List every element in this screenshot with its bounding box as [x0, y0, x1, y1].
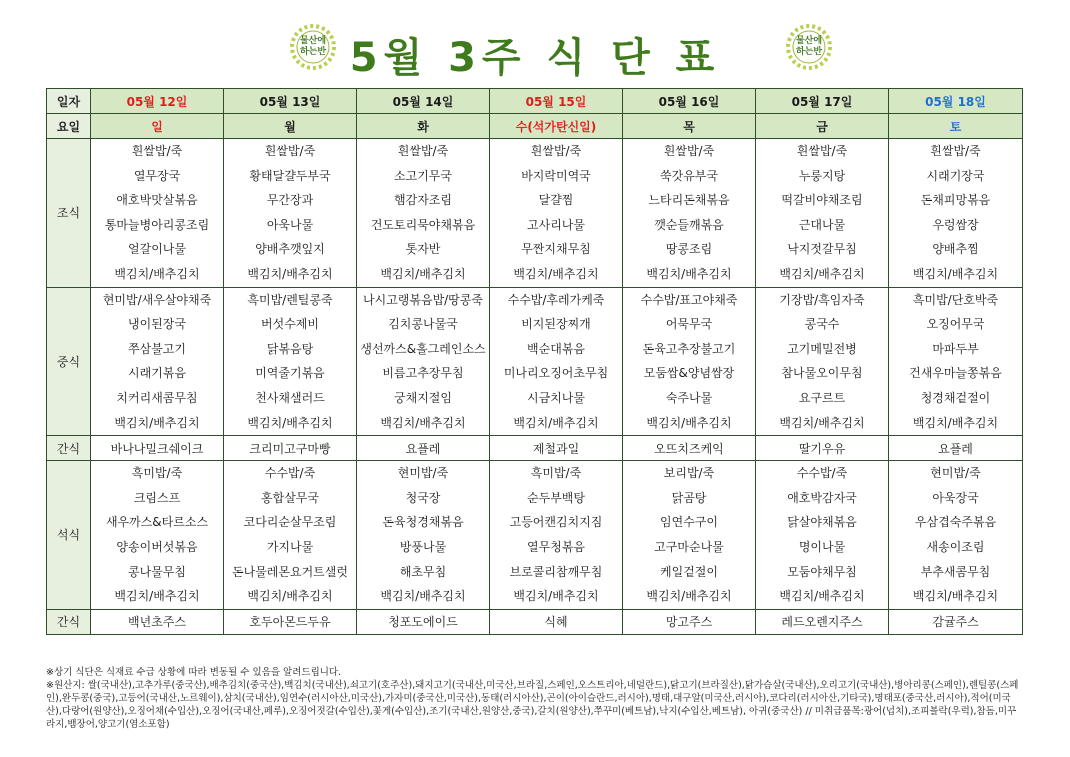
lunch-label: 중식 [47, 287, 91, 436]
menu-item: 떡갈비야채조림 [781, 193, 863, 208]
menu-item: 달걀찜 [538, 193, 574, 208]
menu-item: 바지락미역국 [521, 168, 591, 183]
breakfast-cell [224, 139, 357, 288]
snack2-cell: 호두아몬드두유 [224, 609, 357, 634]
date-row-cell: 05월 14일 [357, 89, 490, 114]
menu-item: 치커리새콤무침 [116, 390, 198, 405]
menu-item: 흑미밥/죽 [131, 466, 183, 481]
menu-item: 순두부백탕 [527, 490, 585, 505]
day-row-cell: 토 [889, 114, 1023, 139]
page-title: 5월 3주 식 단 표 [349, 35, 721, 81]
menu-item: 돈육청경채볶음 [382, 515, 464, 530]
menu-item: 시금치나물 [527, 390, 585, 405]
menu-item: 시래기볶음 [128, 366, 186, 381]
menu-item: 오징어무국 [926, 317, 985, 332]
menu-item: 낙지젓갈무침 [787, 242, 857, 257]
menu-table [46, 88, 1023, 635]
menu-item: 백김치/배추김치 [247, 266, 333, 281]
snack2-cell: 식혜 [490, 609, 623, 634]
menu-item: 방풍나물 [399, 539, 447, 554]
menu-item: 백김치/배추김치 [513, 415, 599, 430]
menu-item: 톳자반 [405, 242, 441, 257]
menu-item: 흰쌀밥/죽 [663, 144, 715, 158]
menu-item: 미역줄기볶음 [255, 366, 325, 381]
menu-item: 백김치/배추김치 [646, 589, 732, 604]
menu-item: 모둠쌈&양념쌈장 [643, 366, 735, 381]
menu-item: 부추새콤무침 [920, 564, 991, 579]
menu-item: 양배추깻잎지 [255, 242, 325, 257]
menu-item: 백김치/배추김치 [646, 266, 732, 281]
dinner-cell [756, 461, 889, 610]
day-row-cell: 일 [91, 114, 224, 139]
lunch-cell [91, 287, 224, 436]
menu-item: 애호박감자국 [787, 490, 857, 505]
note-line: ※원산지: 쌀(국내산),고추가루(중국산),배추김치(중국산),백김치(국내산),쇠고기(호주산),돼지고기(국내산,미국산,브라질,스페인,오스트리아,네덜란드),닭고기(브라질산),닭가슴살(국내산),오리고기(국내산),병아리콩(스페인),렌틸콩(스페인),완두콩(중국),고등어(국내산,노르웨이),삼치(국내산),임연수(러시아산,미국산),가자미(중국산,미국산),동태(러시아산),곤이(아이슬란드,러시아),명태,대구알(미국산,러시아),코다리(러시아산,기타국),명태포(중국산,러시아),적어(미국산),다랑어(원양산),오징어채(수입산),오징어(국내산,페루),오징어젓갈(수입산),꽃게(수입산),조기(국내산,원양산,중국),갈치(원양산),쭈꾸미(베트남),낙지(수입산,베트남), 아귀(중국산) // 미취급품목:광어(넙치),조피볼락(우럭),참돔,미꾸라지,뱀장어,양고기(염소포함) [46, 680, 1019, 730]
menu-item: 백김치/배추김치 [380, 589, 466, 604]
menu-item: 건도토리묵야채볶음 [370, 217, 476, 232]
menu-item: 햄감자조림 [394, 193, 452, 208]
snack2-cell: 감귤주스 [889, 609, 1023, 634]
snack1-label: 간식 [47, 436, 91, 461]
menu-item: 새송이조림 [926, 539, 985, 554]
menu-item: 백김치/배추김치 [912, 415, 999, 430]
dinner-cell [91, 461, 224, 610]
lunch-cell [224, 287, 357, 436]
breakfast-cell [889, 139, 1023, 288]
menu-item: 고등어캔김치지짐 [509, 515, 603, 530]
date-row-cell: 05월 18일 [889, 89, 1023, 114]
menu-item: 흑미밥/죽 [530, 466, 582, 481]
menu-item: 닭볶음탕 [266, 341, 314, 356]
menu-item: 미나리오징어초무침 [503, 366, 609, 381]
menu-item: 백김치/배추김치 [114, 415, 200, 430]
menu-item: 요구르트 [798, 390, 846, 405]
snack2-cell: 망고주스 [623, 609, 756, 634]
dinner-cell [357, 461, 490, 610]
menu-item: 숙주나물 [665, 390, 713, 405]
menu-item: 현미밥/죽 [397, 466, 449, 481]
menu-item: 수수밥/후레가케죽 [507, 292, 605, 307]
menu-item: 참나물오이무침 [781, 366, 863, 381]
menu-item: 돈육고추장불고기 [642, 341, 736, 356]
menu-item: 아욱나물 [266, 217, 314, 232]
menu-item: 흰쌀밥/죽 [264, 144, 316, 158]
menu-item: 백김치/배추김치 [779, 415, 865, 430]
snack2-cell: 청포도에이드 [357, 609, 490, 634]
snack1-cell: 오뜨치즈케익 [623, 436, 756, 461]
menu-item: 고기메밀전병 [787, 341, 857, 356]
menu-item: 백김치/배추김치 [247, 589, 333, 604]
menu-item: 홍합살무국 [261, 490, 319, 505]
snack2-row [47, 609, 1023, 634]
menu-item: 흑미밥/렌틸콩죽 [247, 292, 333, 307]
dinner-cell [623, 461, 756, 610]
menu-item: 아욱장국 [932, 490, 979, 505]
menu-item: 건새우마늘쫑볶음 [909, 366, 1002, 381]
menu-item: 백김치/배추김치 [779, 589, 865, 604]
day-row-cell: 월 [224, 114, 357, 139]
lunch-cell [889, 287, 1023, 436]
snack2-cell: 백년초주스 [91, 609, 224, 634]
date-row-label: 일자 [47, 89, 91, 114]
menu-item: 흰쌀밥/죽 [796, 144, 848, 158]
menu-item: 누룽지탕 [798, 168, 846, 183]
breakfast-row [47, 139, 1023, 288]
menu-item: 흰쌀밥/죽 [530, 144, 582, 158]
menu-item: 비지된장찌개 [521, 317, 591, 332]
lunch-cell [490, 287, 623, 436]
menu-item: 애호박맛살볶음 [116, 193, 198, 208]
menu-item: 크림스프 [133, 490, 181, 505]
day-row-cell: 목 [623, 114, 756, 139]
menu-item: 청경채겉절이 [920, 390, 991, 405]
breakfast-cell [357, 139, 490, 288]
dinner-cell [224, 461, 357, 610]
lunch-cell [623, 287, 756, 436]
menu-item: 궁채지절임 [394, 390, 452, 405]
dinner-label: 석식 [47, 461, 91, 610]
day-row [47, 114, 1023, 139]
dinner-cell [889, 461, 1023, 610]
menu-item: 백김치/배추김치 [779, 266, 865, 281]
menu-item: 콩국수 [804, 317, 840, 332]
menu-item: 깻순들깨볶음 [654, 217, 724, 232]
menu-item: 가지나물 [266, 539, 314, 554]
snack1-cell: 요플레 [357, 436, 490, 461]
menu-item: 명이나물 [798, 539, 846, 554]
menu-item: 흰쌀밥/죽 [930, 144, 981, 158]
snack1-row [47, 436, 1023, 461]
menu-item: 백순대볶음 [527, 341, 585, 356]
snack1-cell: 바나나밀크쉐이크 [91, 436, 224, 461]
menu-item: 얼갈이나물 [128, 242, 186, 257]
menu-item: 닭곰탕 [671, 490, 707, 505]
menu-item: 천사채샐러드 [255, 390, 325, 405]
menu-item: 쭈삼불고기 [128, 341, 186, 356]
menu-item: 수수밥/죽 [796, 466, 848, 481]
dinner-cell [490, 461, 623, 610]
snack2-cell: 레드오렌지주스 [756, 609, 889, 634]
day-row-cell: 수(석가탄신일) [490, 114, 623, 139]
menu-item: 김치콩나물국 [388, 317, 458, 332]
menu-item: 땅콩조림 [665, 242, 713, 257]
dinner-row [47, 461, 1023, 610]
menu-item: 어묵무국 [665, 317, 713, 332]
menu-item: 새우까스&타르소스 [105, 515, 209, 530]
snack2-label: 간식 [47, 609, 91, 634]
note-line: ※상기 식단은 식재료 수급 상황에 따라 변동될 수 있음을 알려드립니다. [46, 667, 342, 678]
menu-item: 보리밥/죽 [663, 466, 715, 481]
snack1-cell: 딸기우유 [756, 436, 889, 461]
menu-item: 무짠지채무침 [521, 242, 591, 257]
menu-item: 쑥갓유부국 [660, 168, 718, 183]
date-row [47, 89, 1023, 114]
menu-item: 백김치/배추김치 [513, 266, 599, 281]
menu-item: 열무장국 [133, 168, 181, 183]
menu-item: 백김치/배추김치 [912, 589, 999, 604]
menu-item: 백김치/배추김치 [247, 415, 333, 430]
date-row-cell: 05월 13일 [224, 89, 357, 114]
day-row-cell: 화 [357, 114, 490, 139]
menu-item: 백김치/배추김치 [912, 266, 999, 281]
menu-item: 현미밥/새우살야채죽 [102, 292, 212, 307]
menu-item: 코다리순살무조림 [243, 515, 337, 530]
day-row-label: 요일 [47, 114, 91, 139]
menu-item: 흰쌀밥/죽 [397, 144, 449, 158]
menu-item: 청국장 [405, 490, 441, 505]
menu-item: 백김치/배추김치 [380, 415, 466, 430]
lunch-cell [756, 287, 889, 436]
logo-text: 물산에 하는반 [299, 36, 327, 57]
menu-item: 마파두부 [932, 341, 979, 356]
menu-item: 모둠야채무침 [787, 564, 857, 579]
menu-item: 생선까스&홀그레인소스 [360, 341, 486, 356]
menu-item: 기장밥/흑임자죽 [779, 292, 865, 307]
menu-item: 백김치/배추김치 [380, 266, 466, 281]
breakfast-cell [490, 139, 623, 288]
snack1-cell: 요플레 [889, 436, 1023, 461]
menu-item: 열무청볶음 [527, 539, 585, 554]
menu-item: 양배추찜 [932, 242, 979, 257]
menu-item: 고사리나물 [527, 217, 585, 232]
breakfast-label: 조식 [47, 139, 91, 288]
menu-item: 고구마순나물 [654, 539, 724, 554]
menu-item: 백김치/배추김치 [513, 589, 599, 604]
lunch-row [47, 287, 1023, 436]
date-row-cell: 05월 12일 [91, 89, 224, 114]
snack1-cell: 크리미고구마빵 [224, 436, 357, 461]
date-row-cell: 05월 16일 [623, 89, 756, 114]
menu-item: 해초무침 [399, 564, 447, 579]
breakfast-cell [623, 139, 756, 288]
menu-item: 콩나물무침 [128, 564, 186, 579]
menu-item: 백김치/배추김치 [114, 266, 200, 281]
menu-item: 나시고랭볶음밥/땅콩죽 [363, 292, 483, 307]
menu-item: 흰쌀밥/죽 [131, 144, 183, 158]
menu-item: 돈채피망볶음 [920, 193, 991, 208]
menu-item: 현미밥/죽 [930, 466, 981, 481]
menu-item: 우렁쌈장 [932, 217, 979, 232]
menu-item: 비름고추장무침 [382, 366, 464, 381]
notes [46, 666, 1022, 731]
menu-item: 황태달걀두부국 [249, 168, 331, 183]
date-row-cell: 05월 15일 [490, 89, 623, 114]
menu-item: 임연수구이 [660, 515, 718, 530]
day-row-cell: 금 [756, 114, 889, 139]
menu-item: 수수밥/죽 [264, 466, 316, 481]
lunch-cell [357, 287, 490, 436]
menu-item: 냉이된장국 [128, 317, 186, 332]
menu-item: 닭살야채볶음 [787, 515, 857, 530]
logo-text: 물산에 하는반 [795, 36, 823, 57]
menu-item: 무간장과 [266, 193, 314, 208]
menu-item: 통마늘병아리콩조림 [104, 217, 210, 232]
snack1-cell: 제철과일 [490, 436, 623, 461]
menu-item: 백김치/배추김치 [646, 415, 732, 430]
menu-item: 돈나물레몬요거트샐럿 [232, 564, 348, 579]
menu-item: 느타리돈채볶음 [648, 193, 730, 208]
menu-item: 수수밥/표고야채죽 [640, 292, 738, 307]
menu-item: 시래기장국 [926, 168, 985, 183]
menu-item: 양송이버섯볶음 [116, 539, 198, 554]
menu-item: 근대나물 [798, 217, 846, 232]
menu-item: 브로콜리참깨무침 [509, 564, 603, 579]
menu-item: 백김치/배추김치 [114, 589, 200, 604]
breakfast-cell [91, 139, 224, 288]
menu-item: 케일겉절이 [660, 564, 718, 579]
date-row-cell: 05월 17일 [756, 89, 889, 114]
menu-item: 우삼겹숙주볶음 [914, 515, 997, 530]
menu-item: 버섯수제비 [261, 317, 319, 332]
menu-item: 소고기무국 [394, 168, 452, 183]
breakfast-cell [756, 139, 889, 288]
menu-item: 흑미밥/단호박죽 [912, 292, 999, 307]
